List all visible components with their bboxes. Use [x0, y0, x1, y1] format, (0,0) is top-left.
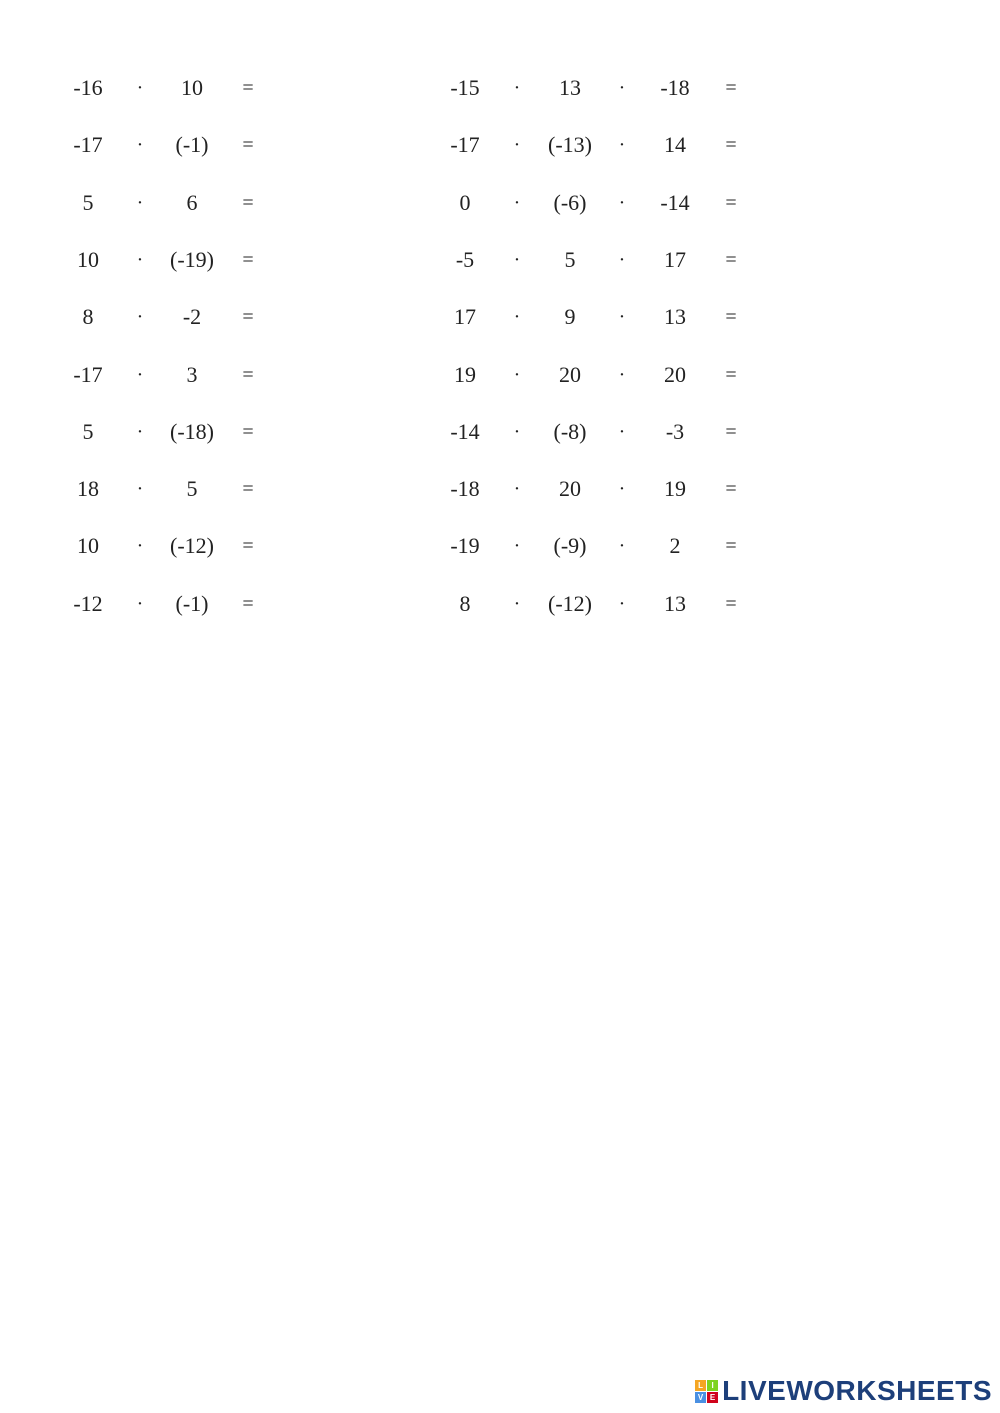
multiply-sign: ·: [136, 592, 144, 615]
answer-input[interactable]: [268, 530, 396, 562]
multiply-sign: ·: [513, 248, 521, 271]
multiply-sign: ·: [136, 420, 144, 443]
factor: (-1): [175, 590, 209, 616]
equals-sign: =: [242, 248, 254, 271]
factor: -16: [73, 75, 103, 100]
brand-name: LIVEWORKSHEETS: [722, 1375, 992, 1406]
answer-input[interactable]: [751, 129, 899, 161]
multiply-sign: ·: [136, 77, 144, 99]
answer-input[interactable]: [268, 301, 396, 333]
problem-row: [0, 240, 1000, 280]
equals-sign: =: [242, 363, 254, 386]
multiply-sign: ·: [618, 363, 626, 386]
answer-input[interactable]: [751, 301, 899, 333]
factor: 8: [82, 304, 94, 330]
factor: 14: [664, 132, 686, 158]
factor: -5: [455, 246, 475, 272]
factor: 13: [559, 75, 581, 100]
logo-letter: E: [707, 1392, 718, 1403]
factor: 10: [181, 75, 203, 100]
multiply-sign: ·: [513, 592, 521, 615]
answer-input[interactable]: [751, 244, 899, 276]
answer-input[interactable]: [268, 588, 396, 620]
factor: -19: [450, 533, 480, 559]
multiply-sign: ·: [513, 306, 521, 329]
problem-row: [0, 183, 1000, 223]
factor: -3: [665, 418, 685, 444]
factor: 10: [77, 246, 99, 272]
equals-sign: =: [725, 420, 737, 443]
equals-sign: =: [242, 478, 254, 501]
logo-letter: I: [707, 1380, 718, 1391]
multiply-sign: ·: [136, 191, 144, 214]
factor: -18: [450, 476, 480, 502]
problem-row: [0, 469, 1000, 509]
problem-row: [0, 584, 1000, 624]
equals-sign: =: [242, 77, 254, 99]
answer-input[interactable]: [751, 588, 899, 620]
equals-sign: =: [725, 134, 737, 157]
answer-input[interactable]: [751, 530, 899, 562]
answer-input[interactable]: [268, 359, 396, 391]
factor: -14: [450, 418, 480, 444]
equals-sign: =: [242, 191, 254, 214]
multiply-sign: ·: [513, 420, 521, 443]
problem-row: [0, 355, 1000, 395]
factor: 8: [459, 590, 471, 616]
answer-input[interactable]: [751, 416, 899, 448]
factor: (-12): [170, 533, 214, 559]
factor: (-1): [175, 132, 209, 158]
answer-input[interactable]: [268, 473, 396, 505]
factor: -17: [73, 361, 103, 387]
multiply-sign: ·: [618, 191, 626, 214]
equals-sign: =: [725, 77, 737, 99]
multiply-sign: ·: [136, 478, 144, 501]
multiply-sign: ·: [136, 306, 144, 329]
factor: -12: [73, 590, 103, 616]
multiply-sign: ·: [513, 535, 521, 558]
factor: (-6): [553, 189, 587, 215]
factor: (-18): [170, 418, 214, 444]
factor: 9: [564, 304, 576, 330]
factor: (-13): [548, 132, 592, 158]
factor: (-12): [548, 590, 592, 616]
multiply-sign: ·: [618, 134, 626, 157]
answer-input[interactable]: [751, 359, 899, 391]
factor: -15: [450, 75, 480, 100]
multiply-sign: ·: [136, 363, 144, 386]
equals-sign: =: [242, 306, 254, 329]
multiply-sign: ·: [618, 77, 626, 99]
answer-input[interactable]: [268, 72, 396, 104]
problem-row: [0, 526, 1000, 566]
answer-input[interactable]: [751, 72, 899, 104]
answer-input[interactable]: [751, 187, 899, 219]
answer-input[interactable]: [268, 416, 396, 448]
multiply-sign: ·: [618, 592, 626, 615]
equals-sign: =: [725, 248, 737, 271]
brand-logo-icon: [695, 1380, 718, 1403]
factor: 13: [664, 590, 686, 616]
factor: 2: [669, 533, 681, 559]
problem-row: [0, 68, 1000, 108]
equals-sign: =: [242, 535, 254, 558]
equals-sign: =: [242, 592, 254, 615]
equals-sign: =: [242, 420, 254, 443]
logo-letter: L: [695, 1380, 706, 1391]
equals-sign: =: [725, 592, 737, 615]
factor: 10: [77, 533, 99, 559]
factor: 20: [559, 361, 581, 387]
factor: 17: [664, 246, 686, 272]
factor: 5: [82, 418, 94, 444]
factor: 3: [186, 361, 198, 387]
multiply-sign: ·: [618, 478, 626, 501]
factor: -2: [182, 304, 202, 330]
factor: 5: [82, 189, 94, 215]
factor: 20: [559, 476, 581, 502]
factor: -17: [73, 132, 103, 158]
factor: -18: [660, 75, 690, 100]
equals-sign: =: [242, 134, 254, 157]
answer-input[interactable]: [268, 244, 396, 276]
factor: -14: [660, 189, 690, 215]
multiply-sign: ·: [618, 306, 626, 329]
equals-sign: =: [725, 306, 737, 329]
answer-input[interactable]: [751, 473, 899, 505]
multiply-sign: ·: [136, 248, 144, 271]
multiply-sign: ·: [513, 478, 521, 501]
factor: 0: [459, 189, 471, 215]
factor: -17: [450, 132, 480, 158]
multiply-sign: ·: [618, 248, 626, 271]
factor: 17: [454, 304, 476, 330]
factor: (-9): [553, 533, 587, 559]
factor: 5: [564, 246, 576, 272]
equals-sign: =: [725, 478, 737, 501]
factor: (-19): [170, 246, 214, 272]
multiply-sign: ·: [136, 134, 144, 157]
multiply-sign: ·: [618, 535, 626, 558]
logo-letter: V: [695, 1392, 706, 1403]
equals-sign: =: [725, 191, 737, 214]
factor: 20: [664, 361, 686, 387]
answer-input[interactable]: [268, 187, 396, 219]
multiply-sign: ·: [513, 134, 521, 157]
factor: 5: [186, 476, 198, 502]
factor: 18: [77, 476, 99, 502]
factor: 13: [664, 304, 686, 330]
equals-sign: =: [725, 363, 737, 386]
factor: 19: [454, 361, 476, 387]
multiply-sign: ·: [513, 77, 521, 99]
multiply-sign: ·: [618, 420, 626, 443]
factor: 6: [186, 189, 198, 215]
equals-sign: =: [725, 535, 737, 558]
problem-row: [0, 412, 1000, 452]
factor: 19: [664, 476, 686, 502]
brand-logo: [695, 1375, 992, 1407]
problem-row: [0, 297, 1000, 337]
answer-input[interactable]: [268, 129, 396, 161]
factor: (-8): [553, 418, 587, 444]
problem-row: [0, 125, 1000, 165]
multiply-sign: ·: [513, 363, 521, 386]
multiply-sign: ·: [513, 191, 521, 214]
multiply-sign: ·: [136, 535, 144, 558]
